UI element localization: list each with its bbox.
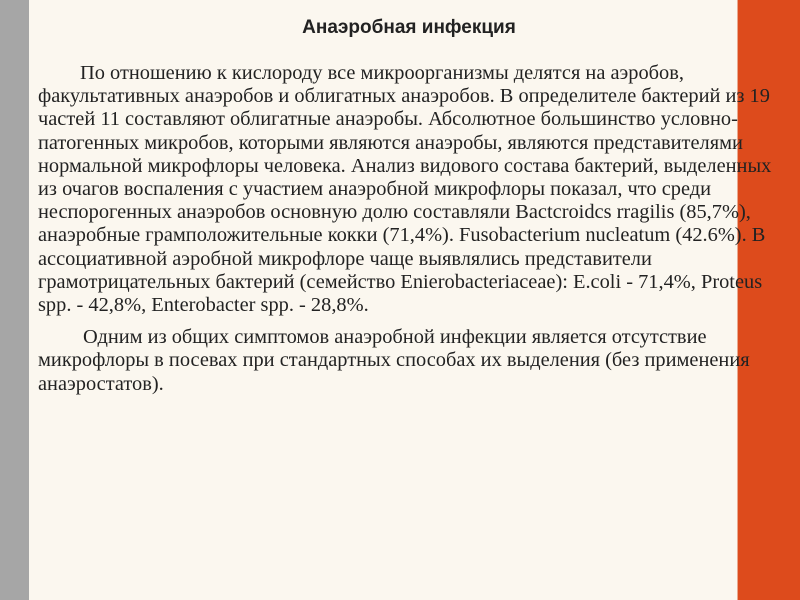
paragraph-2: Одним из общих симптомов анаэробной инфекции является отсутствие микрофлоры в посевах при стандартных способах их выделения (без применения анаэростатов).: [38, 326, 750, 395]
paragraph-1: По отношению к кислороду все микроорганизмы делятся на аэробов, факультативных анаэробов и облигатных анаэробов. В определителе бактерий из 19 частей 11 составляют облигатные анаэробы. Абсолютное большинство условно-патогенных микробов, которыми являются анаэробы, являются представителями нормальной микрофлоры человека. Анализ видового состава бактерий, выделенных из очагов воспаления с участием анаэробной микрофлоры показал, что среди неспорогенных анаэробов основную долю составляли Bactcroidcs rragilis (85,7%), анаэробные грамположительные кокки (71,4%). Fusobacterium nucleatum (42.6%). В ассоциативной аэробной микрофлоре чаще выявлялись представители грамотрицательных бактерий (семейство Enierobacteriaceae): E.coli - 71,4%, Proteus spp. - 42,8%, Enterobacter spp. - 28,8%.: [38, 62, 772, 317]
left-decorative-bar: [0, 0, 29, 600]
slide-title: Анаэробная инфекция: [302, 17, 516, 38]
slide-content: [38, 14, 788, 396]
